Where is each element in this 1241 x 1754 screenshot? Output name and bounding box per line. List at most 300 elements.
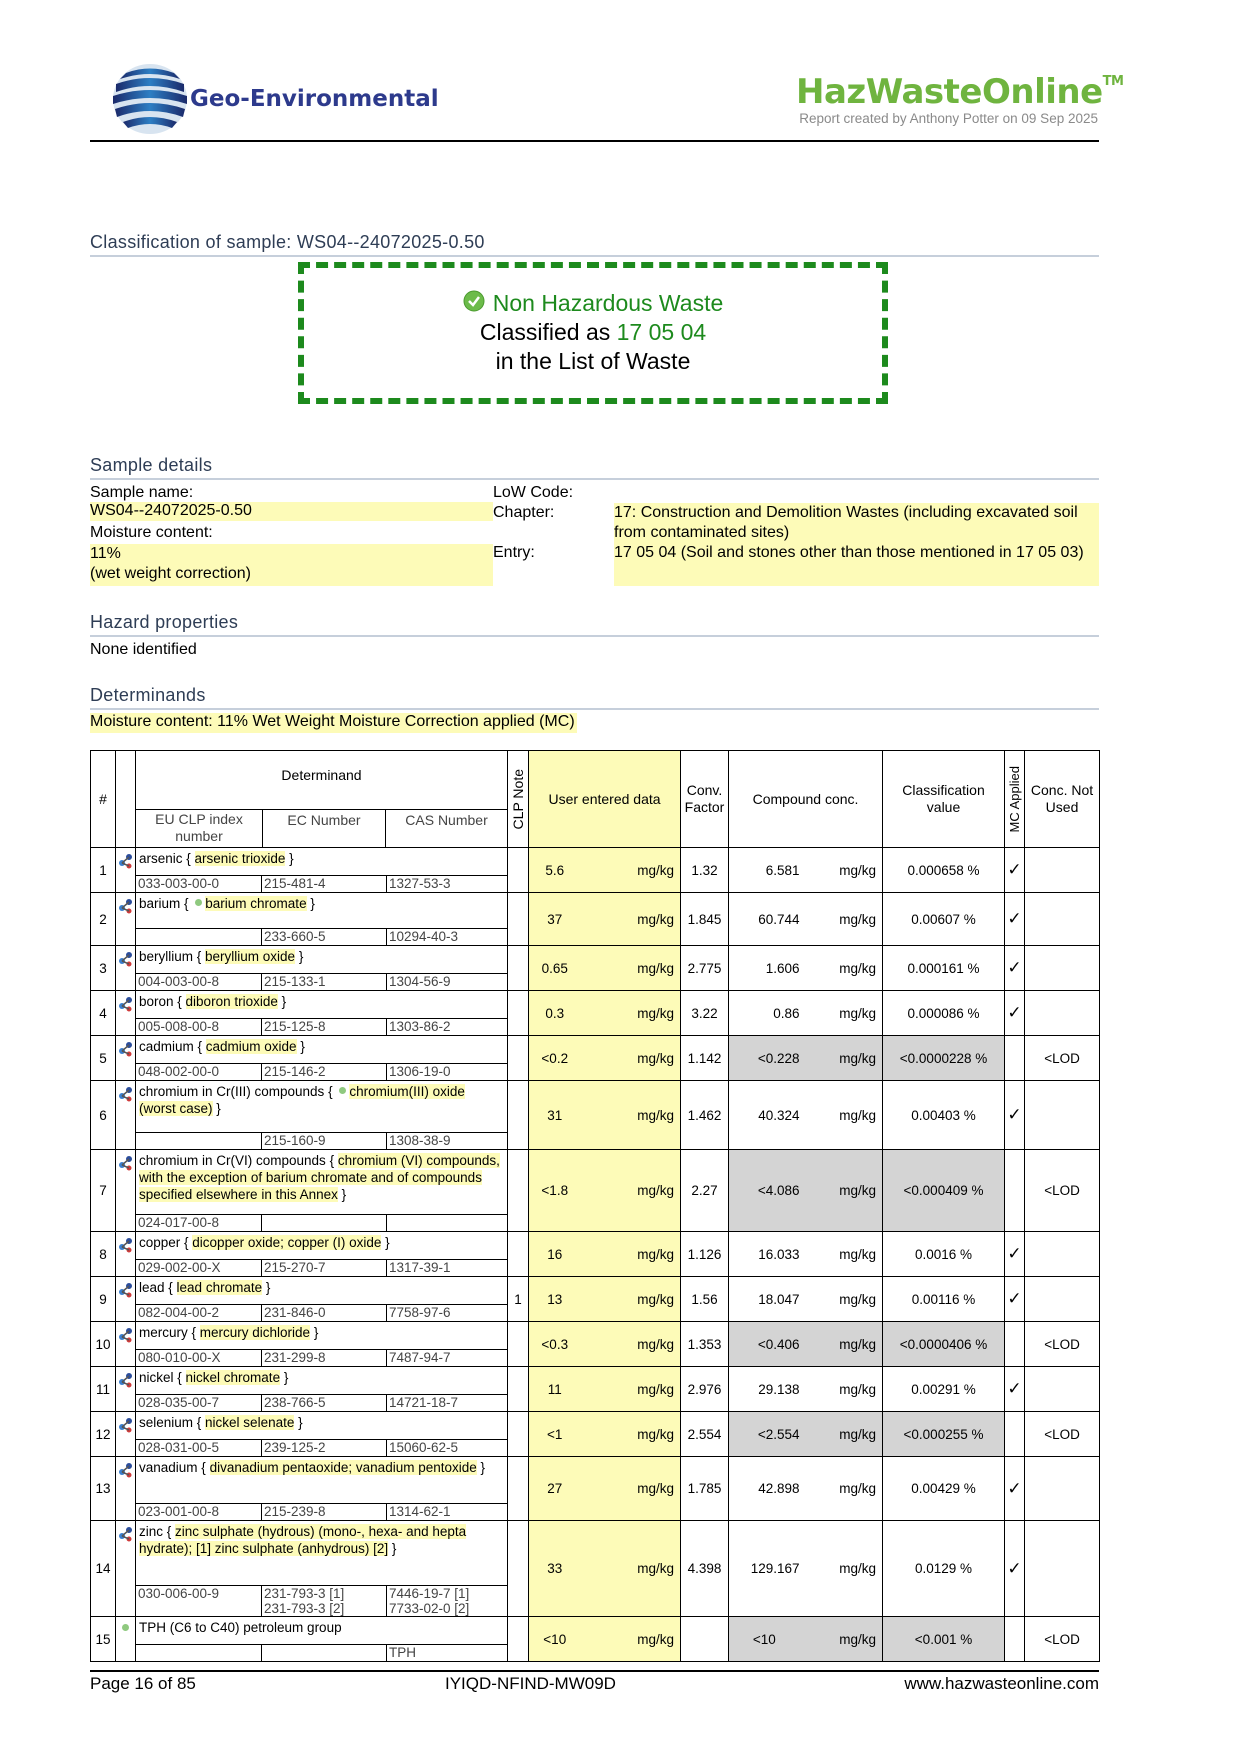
ec-number: 215-160-9 [262, 1133, 387, 1149]
id-row [136, 1304, 507, 1321]
user-unit: mg/kg [581, 1277, 681, 1322]
row-icon-cell [116, 1412, 136, 1457]
compound-unit: mg/kg [806, 1457, 883, 1521]
company-logo [110, 62, 190, 136]
id-row [136, 1214, 507, 1231]
molecule-icon [117, 1154, 135, 1172]
col-conv-factor: Conv. Factor [681, 751, 729, 848]
molecule-icon [117, 995, 135, 1013]
conv-factor: 1.142 [681, 1036, 729, 1081]
mc-applied-check [1005, 1412, 1025, 1457]
clp-note [508, 991, 529, 1036]
footer-site: www.hazwasteonline.com [904, 1674, 1099, 1693]
row-number: 1 [91, 848, 116, 893]
user-value: 0.65 [529, 946, 581, 991]
classified-suffix: in the List of Waste [495, 348, 691, 374]
clp-note [508, 848, 529, 893]
row-icon-cell [116, 1232, 136, 1277]
clp-note-label: CLP Note [510, 768, 526, 830]
user-value: 33 [529, 1521, 581, 1617]
determinand-cell [136, 1081, 508, 1150]
classified-as [304, 319, 882, 346]
determinand-text: lead { lead chromate } [139, 1280, 271, 1295]
conv-factor [681, 1617, 729, 1662]
row-number: 3 [91, 946, 116, 991]
compound-conc: <0.406 [729, 1322, 806, 1367]
table-row [91, 1412, 1100, 1457]
compound-name: beryllium oxide [205, 949, 296, 964]
clp-note [508, 893, 529, 946]
determinand-text: zinc { zinc sulphate (hydrous) (mono-, hexa- and hepta hydrate); [1] zinc sulphate (anhydrous) [2] } [139, 1524, 467, 1556]
table-row [91, 1150, 1100, 1232]
mc-applied-check: ✓ [1005, 1367, 1025, 1412]
eu-clp-index: 024-017-00-8 [136, 1215, 262, 1231]
chapter-label: Chapter: [493, 504, 555, 521]
determinand-text: copper { dicopper oxide; copper (I) oxide } [139, 1235, 390, 1250]
cas-number: TPH [388, 1645, 416, 1660]
compound-unit: mg/kg [806, 1367, 883, 1412]
footer-page: Page 16 of 85 [90, 1674, 196, 1693]
eu-clp-index: 030-006-00-9 [136, 1586, 262, 1616]
table-row [91, 946, 1100, 991]
classification-value: 0.00607 % [883, 893, 1005, 946]
clp-note [508, 1457, 529, 1521]
eu-clp-index: 082-004-00-2 [136, 1305, 262, 1321]
eu-clp-index: 028-031-00-5 [136, 1440, 262, 1456]
determinand-name: arsenic [139, 851, 183, 866]
compound-name: mercury dichloride [199, 1325, 311, 1340]
col-num: # [91, 751, 116, 848]
row-number: 13 [91, 1457, 116, 1521]
determinand-name: chromium in Cr(VI) compounds [139, 1153, 326, 1168]
table-row [91, 991, 1100, 1036]
status-line [304, 290, 882, 317]
col-mc-applied [1005, 751, 1025, 848]
id-row [136, 928, 507, 945]
determinand-name: vanadium [139, 1460, 198, 1475]
moisture-note: (wet weight correction) [90, 565, 251, 582]
row-number: 7 [91, 1150, 116, 1232]
molecule-icon [117, 1461, 135, 1479]
classification-value: <0.0000406 % [883, 1322, 1005, 1367]
classification-value: 0.000658 % [883, 848, 1005, 893]
user-value: 5.6 [529, 848, 581, 893]
col-user-data: User entered data [529, 751, 681, 848]
mc-applied-check: ✓ [1005, 1232, 1025, 1277]
ec-number: 215-125-8 [262, 1019, 387, 1035]
brand-name: HazWasteOnline [796, 72, 1103, 112]
compound-conc: 0.86 [729, 991, 806, 1036]
mc-applied-check: ✓ [1005, 991, 1025, 1036]
conv-factor: 2.976 [681, 1367, 729, 1412]
ec-number: 215-239-8 [262, 1504, 387, 1520]
table-row [91, 1277, 1100, 1322]
classification-value: 0.00116 % [883, 1277, 1005, 1322]
cas-number: 1303-86-2 [388, 1019, 451, 1034]
entry-value: 17 05 04 (Soil and stones other than those mentioned in 17 05 03) [614, 543, 1099, 586]
mc-applied-check [1005, 1617, 1025, 1662]
row-icon-cell [116, 1521, 136, 1617]
mc-applied-check: ✓ [1005, 848, 1025, 893]
ec-number: 233-660-5 [262, 929, 387, 945]
col-compound-conc: Compound conc. [729, 751, 883, 848]
row-number: 6 [91, 1081, 116, 1150]
compound-unit: mg/kg [806, 1412, 883, 1457]
table-row [91, 1367, 1100, 1412]
row-icon-cell [116, 1322, 136, 1367]
section-rule [90, 478, 1099, 480]
classification-value: 0.0129 % [883, 1521, 1005, 1617]
clp-note [508, 1081, 529, 1150]
conv-factor: 2.27 [681, 1150, 729, 1232]
footer-code: IYIQD-NFIND-MW09D [445, 1674, 616, 1693]
determinand-cell [136, 1036, 508, 1081]
row-number: 11 [91, 1367, 116, 1412]
user-value: 27 [529, 1457, 581, 1521]
determinand-cell [136, 1367, 508, 1412]
conv-factor: 2.775 [681, 946, 729, 991]
section-rule [90, 255, 1099, 257]
molecule-icon [117, 1236, 135, 1254]
classification-value: 0.000086 % [883, 991, 1005, 1036]
compound-name: arsenic trioxide [194, 851, 286, 866]
determinand-cell [136, 991, 508, 1036]
eu-clp-index [136, 929, 262, 945]
entry-label: Entry: [493, 544, 535, 561]
compound-name: diboron trioxide [185, 994, 278, 1009]
cas-number: 14721-18-7 [388, 1395, 459, 1410]
ec-number: 215-146-2 [262, 1064, 387, 1080]
check-circle-icon [463, 290, 485, 312]
cas-number [387, 1215, 507, 1231]
mc-applied-check [1005, 1036, 1025, 1081]
determinand-text: selenium { nickel selenate } [139, 1415, 303, 1430]
conc-not-used [1025, 1277, 1100, 1322]
footer-rule [90, 1670, 1099, 1672]
id-row [136, 1644, 507, 1661]
cas-number-cell [387, 1586, 507, 1616]
id-row [136, 1585, 507, 1616]
status-text: Non Hazardous Waste [492, 290, 724, 316]
user-unit: mg/kg [581, 893, 681, 946]
classification-value: 0.000161 % [883, 946, 1005, 991]
row-number: 2 [91, 893, 116, 946]
user-unit: mg/kg [581, 1521, 681, 1617]
ec-number: 231-793-3 [2] [263, 1601, 345, 1616]
conc-not-used [1025, 1232, 1100, 1277]
clp-note [508, 1617, 529, 1662]
compound-name: chromium(III) oxide (worst case) [139, 1084, 465, 1116]
id-row [136, 875, 507, 892]
clp-note: 1 [508, 1277, 529, 1322]
determinand-text: mercury { mercury dichloride } [139, 1325, 319, 1340]
molecule-icon [117, 1040, 135, 1058]
compound-name: lead chromate [176, 1280, 263, 1295]
eu-clp-index: 080-010-00-X [136, 1350, 262, 1366]
id-row [136, 973, 507, 990]
determinand-name: beryllium [139, 949, 194, 964]
compound-unit: mg/kg [806, 1150, 883, 1232]
determinand-text: vanadium { divanadium pentaoxide; vanadium pentoxide } [139, 1460, 486, 1475]
sub-headers [136, 809, 507, 847]
compound-conc: 29.138 [729, 1367, 806, 1412]
table-row [91, 1232, 1100, 1277]
determinand-name: cadmium [139, 1039, 194, 1054]
conc-not-used: <LOD [1025, 1150, 1100, 1232]
conv-factor: 1.845 [681, 893, 729, 946]
determinand-text: arsenic { arsenic trioxide } [139, 851, 294, 866]
classification-value: 0.00403 % [883, 1081, 1005, 1150]
user-value: <10 [529, 1617, 581, 1662]
determinand-text [139, 1619, 504, 1642]
user-value: 13 [529, 1277, 581, 1322]
compound-unit: mg/kg [806, 1322, 883, 1367]
cas-number: 7733-02-0 [2] [388, 1601, 470, 1616]
eu-clp-index: 028-035-00-7 [136, 1395, 262, 1411]
determinand-text: barium { barium chromate } [139, 896, 315, 911]
conc-not-used: <LOD [1025, 1322, 1100, 1367]
col-class-value: Classification value [883, 751, 1005, 848]
ec-number-cell [262, 1586, 387, 1616]
row-number: 9 [91, 1277, 116, 1322]
compound-unit: mg/kg [806, 1232, 883, 1277]
molecule-icon [117, 852, 135, 870]
user-unit: mg/kg [581, 1617, 681, 1662]
compound-unit: mg/kg [806, 848, 883, 893]
row-icon-cell [116, 1457, 136, 1521]
eu-clp-index: 004-003-00-8 [136, 974, 262, 990]
cas-number: 1306-19-0 [388, 1064, 451, 1079]
compound-name: cadmium oxide [205, 1039, 297, 1054]
row-icon-cell [116, 1150, 136, 1232]
molecule-icon [117, 1416, 135, 1434]
determinand-cell [136, 1412, 508, 1457]
determinand-cell [136, 1521, 508, 1617]
brand-title [796, 72, 1124, 112]
user-value: <0.3 [529, 1322, 581, 1367]
row-icon-cell [116, 1617, 136, 1662]
compound-name: chromium (VI) compounds, with the exception of barium chromate and of compounds specified elsewhere in this Annex [139, 1153, 500, 1202]
hazard-value: None identified [90, 641, 197, 658]
ec-number: 215-270-7 [262, 1260, 387, 1276]
cas-number: 1304-56-9 [388, 974, 451, 989]
user-unit: mg/kg [581, 1036, 681, 1081]
conc-not-used [1025, 1081, 1100, 1150]
determinand-name: chromium in Cr(III) compounds [139, 1084, 325, 1099]
row-number: 4 [91, 991, 116, 1036]
mc-applied-check: ✓ [1005, 1521, 1025, 1617]
table-row [91, 1617, 1100, 1662]
molecule-icon [117, 1281, 135, 1299]
determinand-cell [136, 1277, 508, 1322]
row-icon-cell [116, 893, 136, 946]
user-unit: mg/kg [581, 1232, 681, 1277]
determinands-heading: Determinands [90, 685, 206, 705]
ec-number: 231-299-8 [262, 1350, 387, 1366]
table-row [91, 1457, 1100, 1521]
row-icon-cell [116, 946, 136, 991]
table-row [91, 1322, 1100, 1367]
compound-name: nickel chromate [185, 1370, 281, 1385]
id-row [136, 1503, 507, 1520]
determinands-table [90, 750, 1100, 1662]
cas-number: 1327-53-3 [388, 876, 451, 891]
compound-conc: 16.033 [729, 1232, 806, 1277]
cas-number: 15060-62-5 [388, 1440, 459, 1455]
determinand-name: nickel [139, 1370, 174, 1385]
moisture-value-box [90, 544, 493, 586]
determinand-name: TPH (C6 to C40) petroleum group [139, 1620, 342, 1635]
compound-unit: mg/kg [806, 1277, 883, 1322]
eu-clp-index [136, 1645, 262, 1661]
id-row [136, 1394, 507, 1411]
section-rule [90, 708, 1099, 710]
conv-factor: 1.785 [681, 1457, 729, 1521]
clp-note [508, 1412, 529, 1457]
determinand-text: nickel { nickel chromate } [139, 1370, 289, 1385]
col-icon [116, 751, 136, 848]
conc-not-used [1025, 991, 1100, 1036]
table-header-row [91, 751, 1100, 848]
ec-number: 238-766-5 [262, 1395, 387, 1411]
determinands-body [91, 848, 1100, 1662]
user-value: 0.3 [529, 991, 581, 1036]
clp-note [508, 1150, 529, 1232]
eu-clp-index: 029-002-00-X [136, 1260, 262, 1276]
determinand-name: barium [139, 896, 181, 911]
determinand-cell [136, 946, 508, 991]
eu-clp-index: 023-001-00-8 [136, 1504, 262, 1520]
user-value: <1 [529, 1412, 581, 1457]
compound-name: nickel selenate [205, 1415, 295, 1430]
user-value: 37 [529, 893, 581, 946]
row-icon-cell [116, 1367, 136, 1412]
mc-applied-check: ✓ [1005, 946, 1025, 991]
compound-conc: <2.554 [729, 1412, 806, 1457]
col-cas-number: CAS Number [405, 812, 488, 828]
determinand-cell [136, 1617, 508, 1662]
status-dot-icon [195, 899, 202, 906]
mc-applied-label: MC Applied [1007, 765, 1023, 833]
classification-box [298, 262, 888, 404]
classification-heading: Classification of sample: WS04--24072025-0.50 [90, 232, 485, 252]
determinand-text: chromium in Cr(III) compounds { chromium(III) oxide (worst case) } [139, 1084, 465, 1116]
col-conc-not-used: Conc. Not Used [1025, 751, 1100, 848]
conc-not-used: <LOD [1025, 1036, 1100, 1081]
user-unit: mg/kg [581, 1412, 681, 1457]
conv-factor: 2.554 [681, 1412, 729, 1457]
conc-not-used [1025, 848, 1100, 893]
compound-conc: <4.086 [729, 1150, 806, 1232]
trademark: TM [1102, 74, 1124, 89]
compound-conc: 42.898 [729, 1457, 806, 1521]
id-row [136, 1439, 507, 1456]
classification-value: <0.000409 % [883, 1150, 1005, 1232]
conv-factor: 1.462 [681, 1081, 729, 1150]
compound-conc: 129.167 [729, 1521, 806, 1617]
conv-factor: 1.126 [681, 1232, 729, 1277]
compound-unit: mg/kg [806, 1036, 883, 1081]
sample-name-value: WS04--24072025-0.50 [90, 502, 493, 521]
compound-conc: <0.228 [729, 1036, 806, 1081]
globe-logo-icon [110, 62, 190, 136]
compound-name: zinc sulphate (hydrous) (mono-, hexa- and hepta hydrate); [1] zinc sulphate (anhydrous) [2] [139, 1524, 467, 1556]
user-value: 11 [529, 1367, 581, 1412]
cas-number: 1317-39-1 [388, 1260, 451, 1275]
company-name: Geo-Environmental [190, 86, 439, 112]
classification-value: 0.00429 % [883, 1457, 1005, 1521]
ec-number: 215-481-4 [262, 876, 387, 892]
compound-name: divanadium pentaoxide; vanadium pentoxide [209, 1460, 477, 1475]
mc-applied-check [1005, 1322, 1025, 1367]
moisture-label: Moisture content: [90, 524, 213, 541]
conv-factor: 1.56 [681, 1277, 729, 1322]
conc-not-used [1025, 1457, 1100, 1521]
user-unit: mg/kg [581, 1367, 681, 1412]
ec-number: 231-846-0 [262, 1305, 387, 1321]
row-icon-cell [116, 848, 136, 893]
compound-name: dicopper oxide; copper (I) oxide [192, 1235, 382, 1250]
eu-clp-index: 033-003-00-0 [136, 876, 262, 892]
mc-applied-check [1005, 1150, 1025, 1232]
hazard-heading: Hazard properties [90, 612, 239, 632]
determinand-text: cadmium { cadmium oxide } [139, 1039, 305, 1054]
cas-number: 7758-97-6 [388, 1305, 451, 1320]
user-unit: mg/kg [581, 1081, 681, 1150]
table-row [91, 1521, 1100, 1617]
determinand-name: lead [139, 1280, 165, 1295]
conc-not-used [1025, 946, 1100, 991]
compound-unit: mg/kg [806, 893, 883, 946]
compound-conc: <10 [729, 1617, 806, 1662]
classification-value: 0.0016 % [883, 1232, 1005, 1277]
conc-not-used [1025, 893, 1100, 946]
waste-code: 17 05 04 [616, 319, 707, 345]
clp-note [508, 1322, 529, 1367]
compound-name: barium chromate [205, 896, 307, 911]
eu-clp-index: 005-008-00-8 [136, 1019, 262, 1035]
compound-conc: 40.324 [729, 1081, 806, 1150]
user-unit: mg/kg [581, 1150, 681, 1232]
compound-unit: mg/kg [806, 1521, 883, 1617]
user-value: 16 [529, 1232, 581, 1277]
cas-number: 7487-94-7 [388, 1350, 451, 1365]
status-dot-icon [122, 1624, 129, 1631]
section-rule [90, 635, 1099, 637]
clp-note [508, 1232, 529, 1277]
col-determinand [136, 751, 508, 848]
col-clp-note [508, 751, 529, 848]
eu-clp-index [136, 1133, 262, 1149]
row-number: 15 [91, 1617, 116, 1662]
cas-number: 1308-38-9 [388, 1133, 451, 1148]
classification-value: 0.00291 % [883, 1367, 1005, 1412]
low-code-label: LoW Code: [493, 484, 574, 501]
compound-unit: mg/kg [806, 1081, 883, 1150]
cas-number: 1314-62-1 [388, 1504, 451, 1519]
classified-prefix: Classified as [479, 319, 617, 345]
col-ec-number: EC Number [263, 810, 386, 847]
determinand-name: mercury [139, 1325, 188, 1340]
molecule-icon [117, 1371, 135, 1389]
row-icon-cell [116, 991, 136, 1036]
table-row [91, 1036, 1100, 1081]
determinand-cell [136, 1232, 508, 1277]
determinand-text: chromium in Cr(VI) compounds { chromium (VI) compounds, with the exception of barium chromate and of compounds specified elsewhere in this Annex } [139, 1153, 500, 1202]
clp-note [508, 946, 529, 991]
ec-number [262, 1215, 387, 1231]
row-icon-cell [116, 1036, 136, 1081]
